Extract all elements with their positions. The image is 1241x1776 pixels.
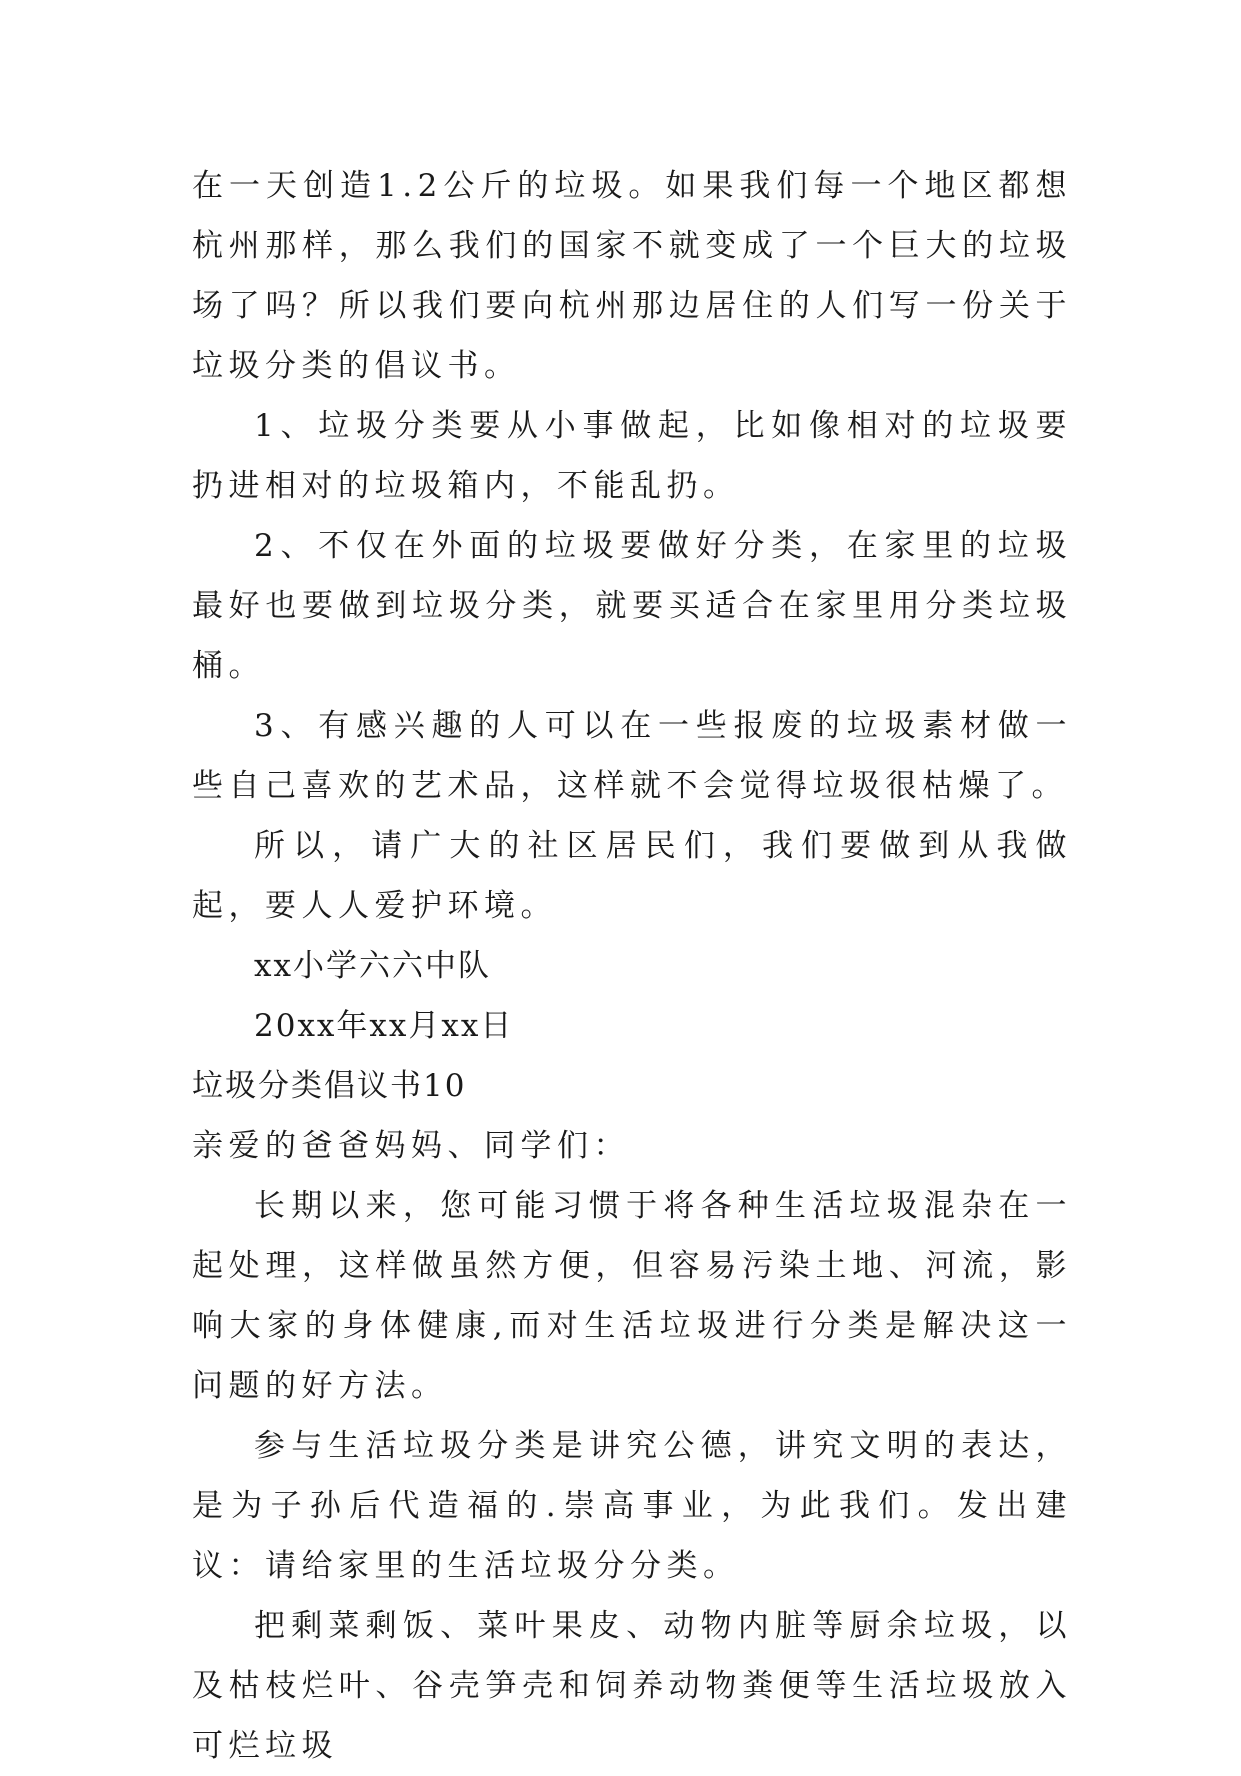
salutation: 亲爱的爸爸妈妈、同学们： [192,1128,630,1164]
paragraph-item-3: 3、有感兴趣的人可以在一些报废的垃圾素材做一些自己喜欢的艺术品，这样就不会觉得垃圾很枯燥了。 [192,708,1072,804]
paragraph-item-1: 1、垃圾分类要从小事做起，比如像相对的垃圾要扔进相对的垃圾箱内，不能乱扔。 [192,408,1072,504]
section-heading: 垃圾分类倡议书10 [192,1068,467,1104]
paragraph-body-2: 参与生活垃圾分类是讲究公德，讲究文明的表达，是为子孙后代造福的.崇高事业，为此我们。发出建议：请给家里的生活垃圾分分类。 [192,1428,1072,1584]
signature-date: 20xx年xx月xx日 [254,1008,514,1044]
paragraph-body-3: 把剩菜剩饭、菜叶果皮、动物内脏等厨余垃圾，以及枯枝烂叶、谷壳笋壳和饲养动物粪便等生活垃圾放入可烂垃圾 [192,1608,1072,1764]
paragraph-item-2: 2、不仅在外面的垃圾要做好分类，在家里的垃圾最好也要做到垃圾分类，就要买适合在家里用分类垃圾桶。 [192,528,1072,684]
document-body [192,156,1072,1776]
signature-organization: xx小学六六中队 [254,948,491,984]
paragraph-body-1: 长期以来，您可能习惯于将各种生活垃圾混杂在一起处理，这样做虽然方便，但容易污染土地、河流，影响大家的身体健康,而对生活垃圾进行分类是解决这一问题的好方法。 [192,1188,1072,1404]
paragraph-closing-appeal: 所以，请广大的社区居民们，我们要做到从我做起，要人人爱护环境。 [192,828,1072,924]
paragraph-intro-continued: 在一天创造1.2公斤的垃圾。如果我们每一个地区都想杭州那样，那么我们的国家不就变成了一个巨大的垃圾场了吗？所以我们要向杭州那边居住的人们写一份关于垃圾分类的倡议书。 [192,168,1072,384]
